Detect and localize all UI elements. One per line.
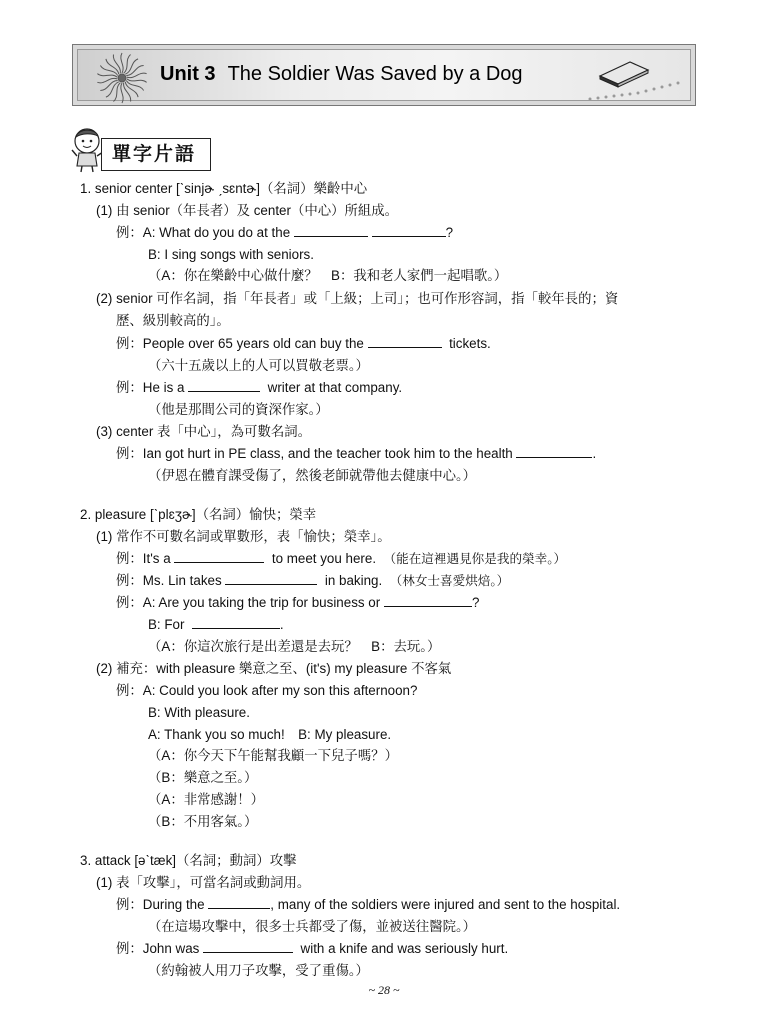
entry-2-note-2: (2) 補充：with pleasure 樂意之至、(it's) my pleasure 不客氣 [96,661,452,676]
example-text: to meet you here. [271,551,377,566]
example-text: 例：It's a [116,551,171,566]
example-line [116,445,596,463]
entry-1-note-2-cont: 歷、級別較高的」。 [116,313,230,328]
entry-1-note-1: (1) 由 senior（年長者）及 center（中心）所組成。 [96,203,399,218]
example-line [116,940,508,958]
entry-3-note-1: (1) 表「攻擊」，可當名詞或動詞用。 [96,875,311,890]
answer-blank[interactable] [208,896,270,909]
example-text: with a knife and was seriously hurt. [300,941,509,956]
example-text: 例：A: What do you do at the [116,225,291,240]
answer-blank[interactable] [192,616,280,629]
example-text: 例：People over 65 years old can buy the [116,336,364,351]
entry-3-headword: 3. attack [əˋtæk]（名詞；動詞）攻擊 [80,853,297,868]
example-line [116,896,620,914]
entry-2-note-1: (1) 常作不可數名詞或單數形，表「愉快；榮幸」。 [96,529,391,544]
unit-number: Unit 3 [160,63,216,85]
translation-line: （在這場攻擊中，很多士兵都受了傷，並被送往醫院。） [148,919,477,934]
answer-blank[interactable] [203,940,293,953]
entry-2-headword: 2. pleasure [ˋplɛʒɚ]（名詞）愉快；榮幸 [80,507,317,522]
unit-header-inner [77,49,691,101]
example-line: A: Thank you so much! B: My pleasure. [148,727,392,742]
example-text: . [279,617,284,632]
example-text: tickets. [449,336,491,351]
example-text: 例：He is a [116,380,185,395]
example-text: 例：Ms. Lin takes [116,573,222,588]
example-line [116,594,479,612]
example-text: 例：During the [116,897,205,912]
example-text: , many of the soldiers were injured and sent to the hospital. [270,897,621,912]
section-label: 單字片語 [101,138,211,171]
answer-blank[interactable] [188,379,260,392]
example-text: ? [471,595,480,610]
entry-1-headword: 1. senior center [ˋsinjɚ ˏsɛntɚ]（名詞）樂齡中心 [80,181,368,196]
sunburst-icon [92,51,152,105]
answer-blank[interactable] [174,550,264,563]
example-line [116,379,402,397]
example-line [116,224,453,242]
example-text: 例：Ian got hurt in PE class, and the teacher took him to the health [116,446,513,461]
example-text: . [592,446,597,461]
example-line: 例：A: Could you look after my son this afternoon? [116,683,418,698]
answer-blank[interactable] [516,445,592,458]
book-icon [598,58,650,88]
translation-line: （A：非常感謝！） [148,792,265,807]
translation-line: （A：你在樂齡中心做什麼？ B：我和老人家們一起唱歌。） [148,268,508,283]
translation-line: （伊恩在體育課受傷了，然後老師就帶他去健康中心。） [148,468,477,483]
unit-title-text: The Soldier Was Saved by a Dog [227,63,523,85]
unit-header [72,44,696,106]
translation-text: （能在這裡遇見你是我的榮幸。） [383,551,567,566]
example-line [116,550,566,568]
translation-line: （六十五歲以上的人可以買敬老票。） [148,358,369,373]
entry-1-note-3: (3) center 表「中心」，為可數名詞。 [96,424,312,439]
example-text: ? [445,225,454,240]
example-text: writer at that company. [267,380,403,395]
example-line [148,616,284,634]
example-line [116,572,509,590]
answer-blank[interactable] [384,594,472,607]
example-text: B: For [148,617,185,632]
translation-line: （約翰被人用刀子攻擊，受了重傷。） [148,963,369,978]
translation-line: （他是那間公司的資深作家。） [148,402,329,417]
translation-line: （B：樂意之至。） [148,770,258,785]
example-line: B: I sing songs with seniors. [148,247,314,262]
translation-line: （A：你這次旅行是出差還是去玩？ B：去玩。） [148,639,441,654]
unit-title [160,63,523,86]
answer-blank[interactable] [368,335,442,348]
entry-1-note-2: (2) senior 可作名詞，指「年長者」或「上級；上司」；也可作形容詞，指「較年長的；資 [96,291,619,306]
example-text: 例：John was [116,941,200,956]
answer-blank[interactable] [294,224,368,237]
example-line [116,335,491,353]
example-text: 例：A: Are you taking the trip for business or [116,595,381,610]
translation-line: （B：不用客氣。） [148,814,258,829]
example-text: in baking. [324,573,383,588]
translation-line: （A：你今天下午能幫我顧一下兒子嗎？） [148,748,398,763]
answer-blank[interactable] [225,572,317,585]
page-number: ~ 28 ~ [368,983,400,997]
answer-blank[interactable] [372,224,446,237]
translation-text: （林女士喜愛烘焙。） [389,573,510,588]
example-line: B: With pleasure. [148,705,250,720]
